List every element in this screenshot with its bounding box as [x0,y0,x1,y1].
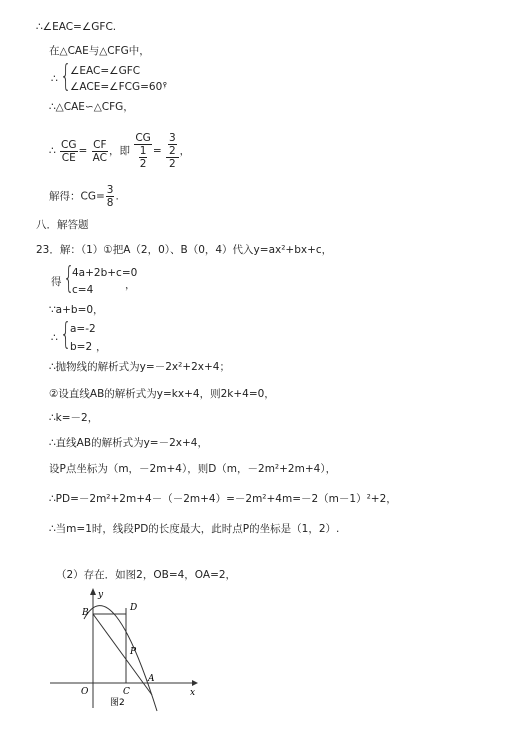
brace-2: { [63,261,75,296]
section-title: 八．解答题 [36,219,89,231]
parabola [84,606,157,711]
point-c-label: C [123,687,130,697]
q23-line10: ∴PD=－2m²+2m+4－（－2m+4）=－2m²+4m=－2（m－1）²+2， [49,493,397,505]
q23-line7: ∴k=－2， [49,412,99,424]
q23-therefore: ∴ [51,332,58,344]
point-p-label: P [130,647,137,657]
q23-de: 得 [51,276,62,288]
point-a-label: A [148,674,155,684]
figure-caption: 图2 [110,698,125,708]
system3-eq1: a=-2 [70,323,96,335]
therefore-symbol: ∴ [51,73,58,85]
system1-eq1: ∠EAC=∠GFC [70,65,141,77]
system3-tail: ， [96,341,107,353]
q23-line11: ∴当m=1时，线段PD的长度最大，此时点P的坐标是（1，2）. [49,523,340,535]
q23-line8: ∴直线AB的解析式为y=－2x+4， [49,437,208,449]
q23-line1: 23．解：（1）①把A（2，0）、B（0，4）代入y=ax²+bx+c， [36,244,333,256]
y-label: y [98,590,104,600]
y-axis-arrow [90,588,96,595]
point-d-label: D [130,603,138,613]
system3-eq2: b=2 [70,341,93,353]
x-axis-arrow [192,680,198,686]
x-label: x [190,688,196,698]
line-in-triangles: 在△CAE与△CFG中， [49,45,150,57]
system2-eq2: c=4 [72,284,94,296]
ratio-equation: ∴ $\frac{CG}{CE}$ = $\frac{CF}{AC}$ ，即 $\frac{CG}{\frac{1}{2}}$ = $\frac{\frac{3}{2}}{2}$ ， [49,132,191,170]
brace-1: { [60,59,72,94]
system2-tail: ， [125,279,136,291]
fraction-three-halves-over-two: $\frac{\frac{3}{2}}{2}$ [166,132,179,170]
q23-line9: 设P点坐标为（m，－2m+4），则D（m，－2m²+2m+4）， [49,463,337,475]
fraction-cf-ac: $\frac{CF}{AC}$ [92,138,107,164]
origin-label: O [81,687,89,697]
line-eac-gfc: ∴∠EAC=∠GFC. [36,21,117,33]
system1-eq2: ∠ACE=∠FCG=60° [70,81,168,93]
solve-cg: 解得：CG= $\frac{3}{8}$ . [49,184,119,209]
fraction-cg-half: $\frac{CG}{\frac{1}{2}}$ [135,132,151,170]
q23-line5: ∴抛物线的解析式为y=－2x²+2x+4； [49,361,230,373]
line-similar: ∴△CAE∽△CFG， [49,101,134,113]
system1-tail: ， [163,77,174,89]
q23-line3: ∵a+b=0， [49,304,104,316]
point-b-label: B [82,608,89,618]
brace-3: { [60,317,72,352]
fraction-cg-ce: $\frac{CG}{CE}$ [61,138,77,164]
figure-2 [40,583,200,713]
q23-part2: （2）存在．如图2，OB=4，OA=2， [56,569,237,581]
system2-eq1: 4a+2b+c=0 [72,267,138,279]
q23-line6: ②设直线AB的解析式为y=kx+4，则2k+4=0， [49,388,275,400]
